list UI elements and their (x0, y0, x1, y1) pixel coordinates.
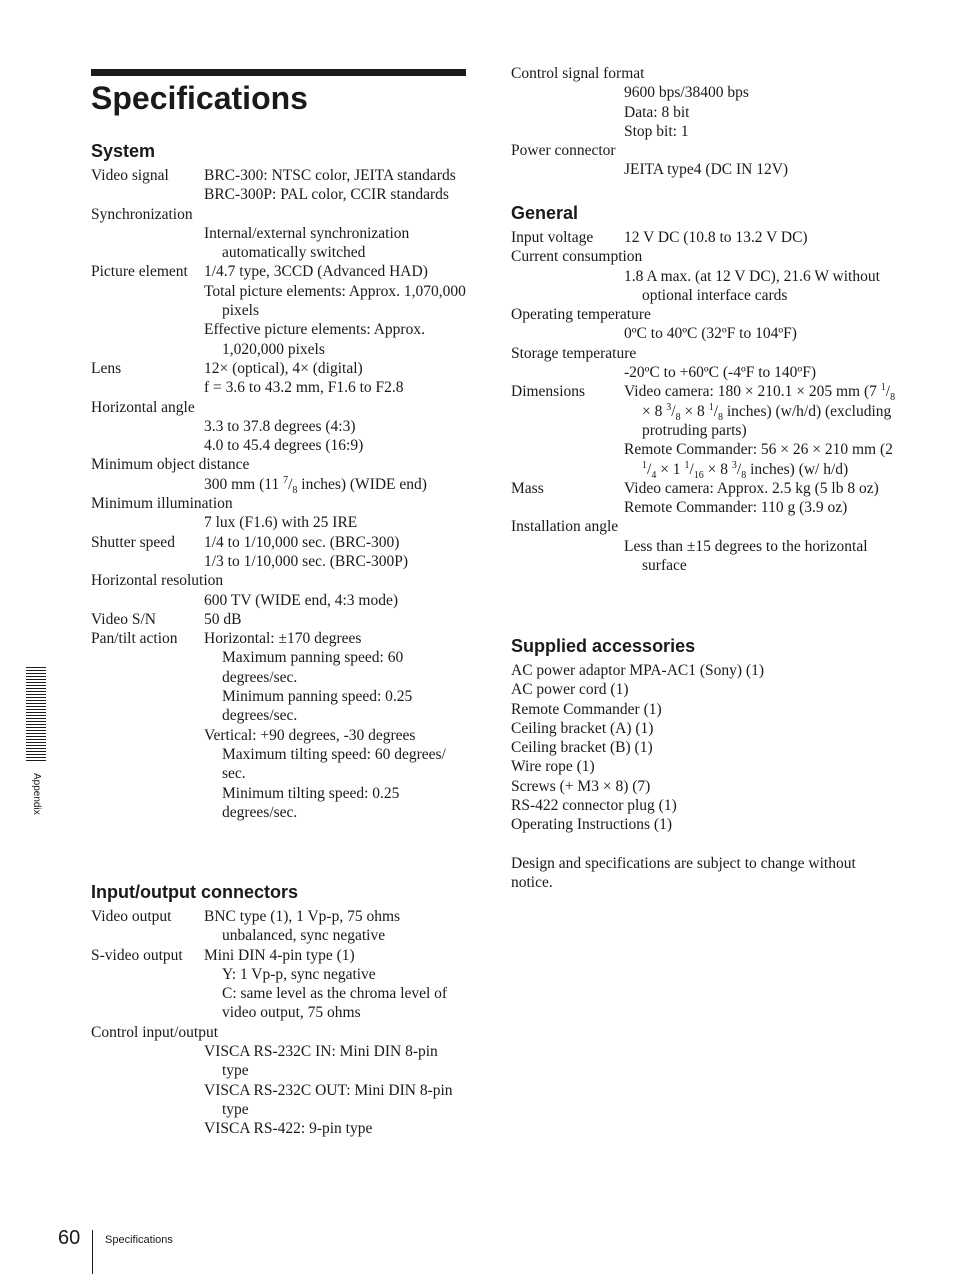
spec-label: Input voltage (511, 229, 594, 246)
spec-label: Pan/tilt action (91, 630, 178, 648)
spec-label: Horizontal resolution (91, 572, 224, 590)
text-part: Video camera: 180 × 210.1 × 205 mm (7 (624, 383, 877, 401)
list-item: Remote Commander (1) (511, 700, 662, 718)
accessories-heading: Supplied accessories (511, 636, 696, 656)
io-specs (91, 907, 467, 1139)
text-part: × 8 (642, 402, 663, 420)
list-item: RS-422 connector plug (1) (511, 797, 677, 815)
spec-value: Remote Commander: 110 g (3.9 oz) (624, 499, 848, 517)
spec-value: 1.8 A max. (at 12 V DC), 21.6 W without optional interface cards (624, 267, 880, 304)
title-rule (91, 69, 466, 76)
spec-value: 50 dB (204, 610, 242, 628)
accessories-list (511, 661, 896, 892)
list-item: AC power cord (1) (511, 681, 629, 699)
spec-value: Maximum tilting speed: 60 degrees/ sec. (222, 745, 446, 783)
fraction-numerator: 3 (731, 459, 737, 471)
spec-value: Vertical: +90 degrees, -30 degrees (204, 726, 416, 744)
spec-value: Video camera: Approx. 2.5 kg (5 lb 8 oz) (624, 479, 879, 497)
text-part: Remote Commander: 56 × 26 × 210 mm (2 (624, 441, 893, 459)
spec-label: Storage temperature (511, 344, 637, 362)
text-part: inches) (w/h/d) (excluding protruding parts) (642, 402, 892, 439)
list-item: Ceiling bracket (A) (1) (511, 719, 654, 737)
spec-label: Operating temperature (511, 306, 651, 324)
spec-value: Video camera: 180 × 210.1 × 205 mm (7 $^1/_8 \times 8$ $^3/_8 \times 8$ $^1/_8$ inches) (w/h/d) (excluding protruding parts) (624, 382, 896, 439)
spec-mass (511, 479, 896, 518)
general-heading: General (511, 203, 579, 223)
spec-value: VISCA RS-422: 9-pin type (204, 1120, 373, 1138)
spec-value: 600 TV (WIDE end, 4:3 mode) (204, 591, 398, 609)
spec-lens (91, 359, 467, 398)
spec-value: Horizontal: ±170 degrees (204, 630, 362, 648)
spec-value: Mini DIN 4-pin type (1) (204, 946, 355, 964)
spec-value: Total picture elements: Approx. 1,070,000 pixels (204, 282, 466, 320)
spec-label: Video output (91, 908, 172, 925)
io-heading: Input/output connectors (91, 882, 298, 902)
spec-value: Data: 8 bit (624, 103, 690, 121)
text-part: inches) (WIDE end) (301, 475, 427, 493)
spec-value: 3.3 to 37.8 degrees (4:3) (204, 417, 356, 435)
side-tab-marker (26, 667, 46, 761)
system-heading: System (91, 141, 156, 161)
fraction-denominator: 8 (718, 411, 723, 423)
spec-value: 1/4 to 1/10,000 sec. (BRC-300) (204, 533, 400, 551)
spec-value: BRC-300P: PAL color, CCIR standards (204, 186, 449, 204)
spec-value: 300 mm (11 $^7/_8$ inches) (WIDE end) (204, 474, 427, 496)
footer-label: Specifications (105, 1234, 173, 1246)
spec-value: C: same level as the chroma level of video output, 75 ohms (222, 985, 448, 1022)
spec-label: Video S/N (91, 610, 156, 628)
text-part: inches) (w/ h/d) (750, 460, 849, 478)
spec-dimensions (511, 382, 896, 481)
spec-label: S-video output (91, 946, 183, 964)
spec-label: Synchronization (91, 205, 193, 223)
list-item: Screws (+ M3 × 8) (7) (511, 777, 651, 795)
spec-value: 0ºC to 40ºC (32ºF to 104ºF) (624, 325, 797, 343)
spec-value: VISCA RS-232C OUT: Mini DIN 8-pin type (204, 1081, 453, 1118)
footer-divider (92, 1230, 93, 1274)
text-part: × 8 (707, 460, 728, 478)
spec-value: 12× (optical), 4× (digital) (204, 359, 363, 377)
fraction-numerator: 3 (666, 401, 672, 413)
spec-value: JEITA type4 (DC IN 12V) (624, 161, 789, 179)
fraction-denominator: 4 (651, 469, 657, 481)
list-item: AC power adaptor MPA-AC1 (Sony) (1) (511, 662, 765, 679)
spec-label: Installation angle (511, 518, 619, 536)
spec-input-voltage (511, 228, 896, 247)
spec-value: Internal/external synchronization automatically switched (204, 224, 410, 262)
spec-value: Less than ±15 degrees to the horizontal surface (624, 537, 868, 575)
text-part: × 8 (684, 402, 705, 420)
fraction-denominator: 8 (741, 469, 747, 481)
spec-video-output (91, 907, 467, 946)
spec-label: Control input/output (91, 1023, 219, 1041)
spec-label: Shutter speed (91, 533, 175, 551)
io-specs-continued (511, 64, 896, 180)
text-part: 300 mm (11 (204, 475, 280, 493)
general-specs (511, 228, 896, 575)
side-tab-label: Appendix (31, 773, 42, 815)
spec-value: BRC-300: NTSC color, JEITA standards (204, 167, 456, 184)
spec-value: 1/3 to 1/10,000 sec. (BRC-300P) (204, 552, 409, 570)
spec-value: Minimum tilting speed: 0.25 degrees/sec. (222, 784, 400, 821)
spec-label: Dimensions (511, 383, 586, 401)
spec-label: Lens (91, 359, 122, 377)
spec-value: 1/4.7 type, 3CCD (Advanced HAD) (204, 263, 428, 281)
spec-value: f = 3.6 to 43.2 mm, F1.6 to F2.8 (204, 379, 404, 397)
page-title: Specifications (91, 80, 308, 116)
spec-label: Minimum object distance (91, 456, 250, 474)
spec-value: Remote Commander: 56 × 26 × 210 mm (2 $^1/_4 \times 1$ $^1/_{16} \times 8$ $^3/_8$ inches) (w/ h/d) (624, 441, 893, 481)
spec-value: Maximum panning speed: 60 degrees/sec. (222, 649, 404, 686)
spec-label: Current consumption (511, 248, 643, 266)
spec-picture-element (91, 262, 467, 358)
system-specs (91, 166, 467, 822)
fraction-numerator: 1 (880, 382, 886, 394)
fraction-denominator: 16 (693, 469, 704, 481)
spec-value: Minimum panning speed: 0.25 degrees/sec. (222, 688, 413, 725)
spec-value: Stop bit: 1 (624, 122, 689, 140)
spec-value: Effective picture elements: Approx. 1,020,000 pixels (204, 321, 425, 358)
spec-value: 7 lux (F1.6) with 25 IRE (204, 514, 358, 532)
spec-pantilt (91, 629, 467, 822)
spec-label: Control signal format (511, 65, 645, 82)
spec-label: Power connector (511, 142, 616, 160)
spec-label: Minimum illumination (91, 495, 233, 513)
disclaimer-note: Design and specifications are subject to change without notice. (511, 854, 856, 891)
spec-video-signal (91, 166, 467, 205)
spec-label: Horizontal angle (91, 398, 195, 416)
page-number: 60 (58, 1227, 81, 1249)
spec-sn (91, 610, 467, 629)
spec-label: Video signal (91, 167, 169, 184)
text-part: × 1 (660, 460, 681, 478)
spec-value: 4.0 to 45.4 degrees (16:9) (204, 437, 364, 455)
spec-value: BNC type (1), 1 Vp-p, 75 ohms unbalanced, sync negative (204, 908, 401, 945)
spec-value: Y: 1 Vp-p, sync negative (222, 965, 376, 983)
list-item: Ceiling bracket (B) (1) (511, 739, 653, 757)
fraction-numerator: 1 (684, 459, 690, 471)
list-item: Wire rope (1) (511, 758, 595, 776)
list-item: Operating Instructions (1) (511, 816, 672, 834)
spec-label: Picture element (91, 263, 188, 281)
spec-svideo-output (91, 946, 467, 1023)
spec-shutter (91, 533, 467, 572)
spec-label: Mass (511, 479, 544, 497)
fraction-numerator: 1 (642, 459, 647, 471)
fraction-numerator: 1 (708, 401, 714, 413)
fraction-denominator: 8 (292, 484, 298, 496)
spec-value: 9600 bps/38400 bps (624, 84, 749, 102)
spec-value: 12 V DC (10.8 to 13.2 V DC) (624, 229, 808, 246)
fraction-numerator: 7 (283, 474, 289, 486)
fraction-denominator: 8 (890, 392, 896, 404)
spec-value: -20ºC to +60ºC (-4ºF to 140ºF) (624, 364, 817, 382)
spec-value: VISCA RS-232C IN: Mini DIN 8-pin type (204, 1043, 438, 1080)
fraction-denominator: 8 (675, 411, 681, 423)
